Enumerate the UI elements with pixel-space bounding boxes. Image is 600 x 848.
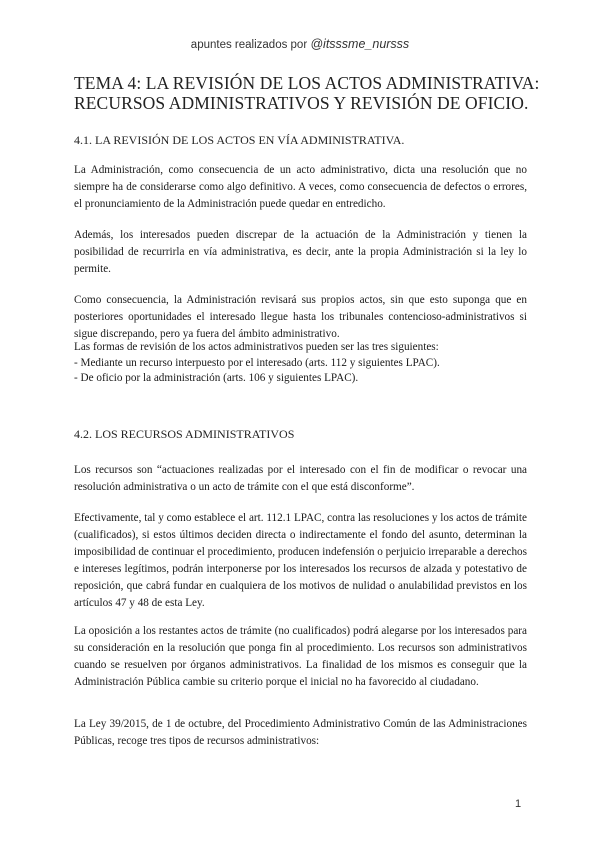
paragraph-recursos-definition: Los recursos son “actuaciones realizadas por el interesado con el fin de modificar o revocar una resolución administrativa o un acto de trámite con el que está disconforme”. [74, 464, 527, 493]
author-handle: @itsssme_nursss [310, 37, 410, 51]
header-prefix: apuntes realizados por [190, 39, 308, 51]
revision-forms-intro: Las formas de revisión de los actos administrativos pueden ser las tres siguientes: [74, 341, 439, 353]
section-heading-4-1: 4.1. LA REVISIÓN DE LOS ACTOS EN VÍA ADMINISTRATIVA. [74, 133, 405, 147]
list-item: - De oficio por la administración (arts. 106 y siguientes LPAC). [74, 372, 359, 384]
document-title: TEMA 4: LA REVISIÓN DE LOS ACTOS ADMINISTRATIVA: RECURSOS ADMINISTRATIVOS Y REVISIÓN DE OFICIO. [74, 73, 540, 113]
paragraph-interested-parties: Además, los interesados pueden discrepar de la actuación de la Administración y tienen la posibilidad de recurrirla en vía administrativa, es decir, ante la propia Administración si la ley lo permite. [74, 229, 527, 275]
paragraph-administration-resolution: La Administración, como consecuencia de un acto administrativo, dicta una resolución que no siempre ha de considerarse como algo definitivo. A veces, como consecuencia de defectos o errores, el pronunciamiento de la Administración puede quedar en entredicho. [74, 164, 527, 210]
paragraph-oposicion: La oposición a los restantes actos de trámite (no cualificados) podrá alegarse por los interesados para su consideración en la resolución que ponga fin al procedimiento. Los recursos son administrativos cuando se resuelven por órganos administrativos. La finalidad de los mismos es conseguir que la Administración Pública cambie su criterio porque el inicial no ha favorecido al ciudadano. [74, 625, 527, 688]
paragraph-art-112-lpac: Efectivamente, tal y como establece el art. 112.1 LPAC, contra las resoluciones y los actos de trámite (cualificados), si estos últimos deciden directa o indirectamente el fondo del asunto, determinan la imposibilidad de continuar el procedimiento, producen indefensión o perjuicio irreparable a derechos e intereses legítimos, podrán interponerse por los interesados los recursos de alzada y potestativo de reposición, que cabrá fundar en cualquiera de los motivos de nulidad o anulabilidad previstos en los artículos 47 y 48 de esta Ley. [74, 512, 527, 609]
paragraph-consequence: Como consecuencia, la Administración revisará sus propios actos, sin que esto suponga que en posteriores oportunidades el interesado llegue hasta los tribunales contencioso-administrativos si sigue discrepando, pero ya fuera del ámbito administrativo. [74, 294, 527, 340]
page-number: 1 [515, 798, 522, 810]
revision-forms-block [74, 340, 527, 387]
section-heading-4-2: 4.2. LOS RECURSOS ADMINISTRATIVOS [74, 427, 295, 441]
list-item: - Mediante un recurso interpuesto por el interesado (arts. 112 y siguientes LPAC). [74, 356, 440, 369]
paragraph-ley-39-2015: La Ley 39/2015, de 1 de octubre, del Procedimiento Administrativo Común de las Administraciones Públicas, recoge tres tipos de recursos administrativos: [74, 718, 527, 747]
page-header [0, 37, 600, 51]
